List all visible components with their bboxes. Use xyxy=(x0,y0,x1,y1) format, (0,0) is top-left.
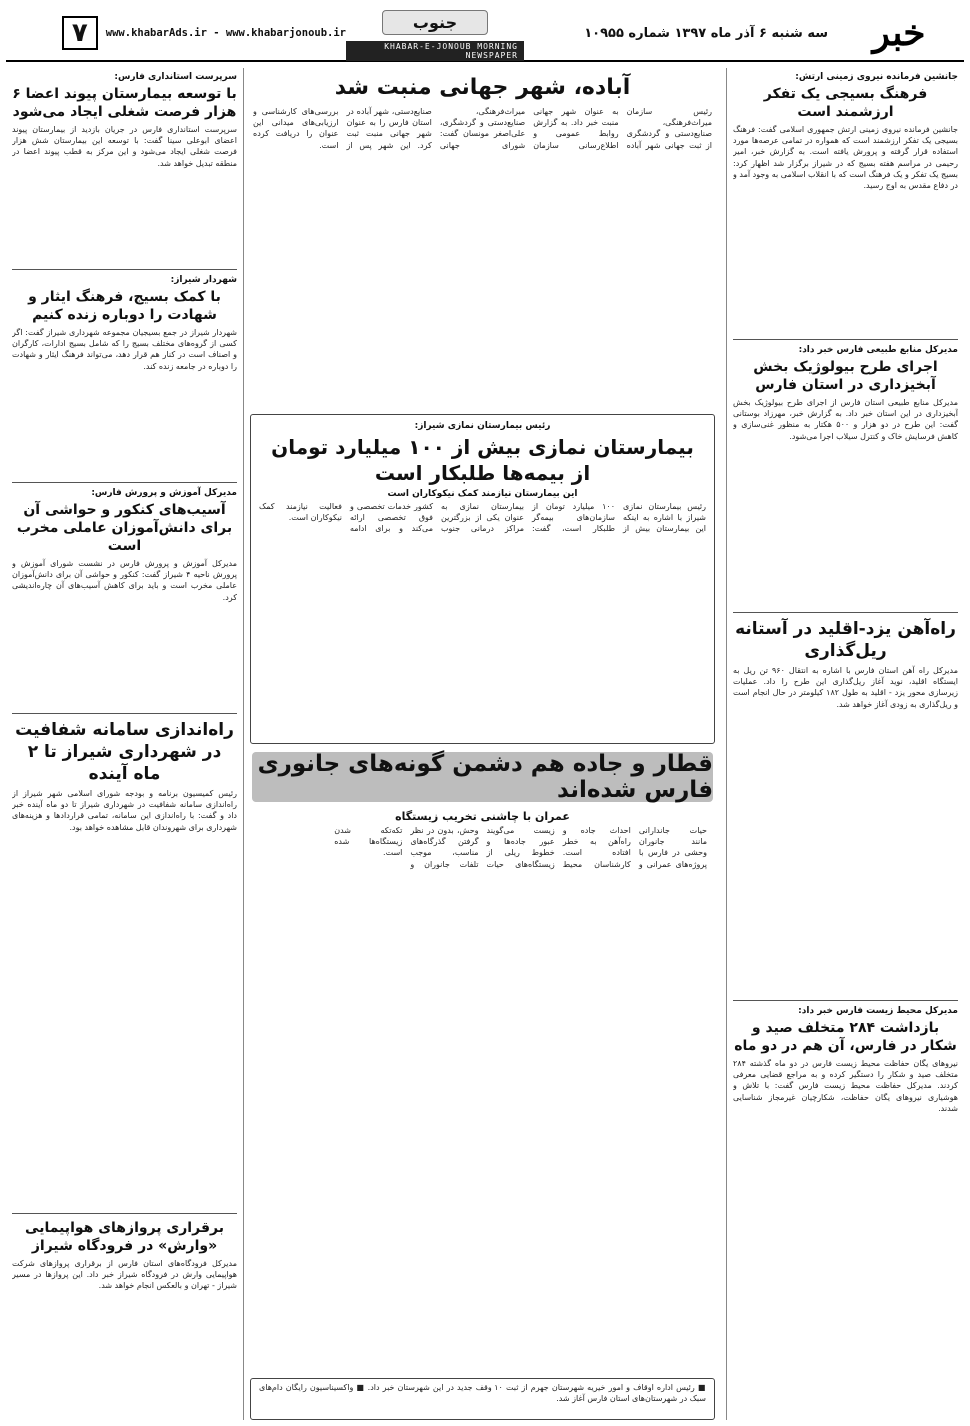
article-kicker: سرپرست استانداری فارس: xyxy=(114,72,237,82)
article-body: مدیرکل منابع طبیعی استان فارس از اجرای طرح بیولوژیک بخش آبخیزداری در این استان خبر داد. به گزارش خبر، مهرزاد بوستانی گفت: این طرح در دو هزار و ۵۰۰ هکتار به منظور غنی‌سازی و کاهش فرسایش خاک و کنترل سیلاب اجرا می‌شود. xyxy=(733,398,958,441)
article-subtitle: این بیمارستان نیازمند کمک نیکوکاران است xyxy=(387,489,578,499)
article-body: مدیرکل فرودگاه‌های استان فارس از برقراری پروازهای شرکت هواپیمایی وارش در فرودگاه شیراز خبر داد. این پروازها در مسیر شیراز - تهران و بالعکس انجام خواهد شد. xyxy=(12,1259,237,1291)
news-notes: ■ رئیس اداره اوقاف و امور خیریه شهرستان جهرم از ثبت ۱۰ وقف جدید در این شهرستان خبر داد. ■ واکسیناسیون رایگان دام‌های سبک در شهرستان‌های استان فارس آغاز شد. xyxy=(259,1383,706,1404)
left-column xyxy=(6,68,244,1420)
masthead-center xyxy=(346,6,524,60)
center-article-hospital xyxy=(250,414,715,744)
section-name: جنوب xyxy=(382,10,488,35)
center-news-notes xyxy=(250,1378,715,1420)
article-title[interactable]: راه‌اندازی سامانه شفافیت در شهرداری شیراز تا ۲ ماه آینده xyxy=(15,720,234,784)
center-article-abadeh xyxy=(245,68,720,408)
article-kicker: شهردار شیراز: xyxy=(170,275,237,285)
center-article-wildlife xyxy=(250,806,715,1372)
right-column xyxy=(726,68,964,1420)
article-body: جانشین فرمانده نیروی زمینی ارتش جمهوری اسلامی گفت: فرهنگ بسیجی یک تفکر ارزشمند است که همواره در تمامی عرصه‌ها مورد استفاده قرار گرفته و پرورش یافته است. به گزارش خبر، امیر رحیمی در مراسم هفته بسیج که در شیراز برگزار شد اظهار کرد: بسیج یک تفکر و یک فرهنگ است که با انقلاب اسلامی به وجود آمد و در دفاع مقدس به اوج رسید. xyxy=(733,125,958,191)
article-title[interactable]: آباده، شهر جهانی منبت شد xyxy=(334,75,631,100)
page-number: ۷ xyxy=(62,16,98,50)
article-title[interactable]: راه‌آهن یزد-اقلید در آستانه ریل‌گذاری xyxy=(735,619,956,661)
wildlife-headline-banner[interactable] xyxy=(252,752,713,802)
article-body: رئیس کمیسیون برنامه و بودجه شورای اسلامی شهر شیراز از راه‌اندازی سامانه شفافیت در شهرداری شیراز تا دو ماه آینده خبر داد و گفت: با راه‌اندازی این سامانه، تمامی قراردادها و هزینه‌های شهرداری برای شهروندان قابل مشاهده خواهد بود. xyxy=(12,789,237,832)
article-body: نیروهای یگان حفاظت محیط زیست فارس در دو ماه گذشته ۲۸۴ متخلف صید و شکار را دستگیر کرده و به مراجع قضایی معرفی کردند. مدیرکل حفاظت محیط زیست فارس گفت: با تلاش و هوشیاری نیروهای یگان حفاظت، شکارچیان غیرمجاز شناسایی شدند. xyxy=(733,1059,958,1113)
article-body: سرپرست استانداری فارس در جریان بازدید از بیمارستان پیوند اعضای ابوعلی سینا گفت: با توسعه این بیمارستان شش هزار فرصت شغلی ایجاد می‌شود و این مرکز به قطب پیوند اعضا در منطقه تبدیل خواهد شد. xyxy=(12,125,237,168)
newspaper-logo: خبر xyxy=(872,12,926,54)
article-kicker: مدیرکل آموزش و پرورش فارس: xyxy=(91,488,237,498)
article-body: مدیرکل راه آهن استان فارس با اشاره به انتقال ۹۶۰ تن ریل به ایستگاه اقلید، نوید آغاز ریل‌گذاری این طرح را داد. عملیات زیرسازی محور یزد - اقلید به طول ۱۸۲ کیلومتر در حال انجام است و ریل‌گذاری به زودی آغاز خواهد شد. xyxy=(733,666,958,709)
article-title: قطار و جاده هم دشمن گونه‌های جانوری فارس شده‌اند xyxy=(257,751,713,803)
article-title[interactable]: با توسعه بیمارستان پیوند اعضا ۶ هزار فرصت شغلی ایجاد می‌شود xyxy=(12,86,237,120)
masthead-links xyxy=(6,6,346,60)
article-body: رئیس بیمارستان نمازی شیراز با اشاره به اینکه این بیمارستان بیش از ۱۰۰ میلیارد تومان از سازمان‌های بیمه‌گر طلبکار است، گفت: بیمارستان نمازی به عنوان یکی از بزرگترین مراکز درمانی جنوب کشور خدمات تخصصی و فوق تخصصی ارائه می‌کند و برای ادامه فعالیت نیازمند کمک نیکوکاران است. xyxy=(259,502,706,534)
article-title[interactable]: اجرای طرح بیولوژیک بخش آبخیزداری در استان فارس xyxy=(753,359,938,393)
article-kicker: جانشین فرمانده نیروی زمینی ارتش: xyxy=(795,72,958,82)
article-title[interactable]: بیمارستان نمازی بیش از ۱۰۰ میلیارد تومان از بیمه‌ها طلبکار است xyxy=(271,435,694,485)
article-title[interactable]: فرهنگ بسیجی یک تفکر ارزشمند است xyxy=(763,86,928,120)
article-title[interactable]: بازداشت ۲۸۴ متخلف صید و شکار در فارس، آن هم در دو ماه xyxy=(734,1020,957,1054)
website-urls[interactable]: www.khabarAds.ir - www.khabarjonoub.ir xyxy=(105,27,346,39)
masthead xyxy=(6,6,964,62)
article-title[interactable]: با کمک بسیج، فرهنگ ایثار و شهادت را دوباره زنده کنیم xyxy=(28,289,221,323)
article-subtitle: عمران با چاشنی تخریب زیستگاه xyxy=(395,810,570,823)
masthead-date-block xyxy=(524,6,834,60)
english-name: KHABAR-E-JONOUB MORNING NEWSPAPER xyxy=(346,41,524,61)
article-title[interactable]: برقراری پروازهای هواپیمایی «وارش» در فرودگاه شیراز xyxy=(25,1220,224,1254)
article-kicker: رئیس بیمارستان نمازی شیراز: xyxy=(414,421,551,431)
article-body: مدیرکل آموزش و پرورش فارس در نشست شورای آموزش و پرورش ناحیه ۴ شیراز گفت: کنکور و حواشی آن برای دانش‌آموزان عاملی مخرب است و باید برای کاهش آسیب‌های آن چاره‌اندیشی کرد. xyxy=(12,559,237,602)
article-body: شهردار شیراز در جمع بسیجیان مجموعه شهرداری شیراز گفت: اگر کسی از گروه‌های مختلف بسیج را که شامل بسیج ادارات، کارگران و اصناف است در کنار هم قرار دهد، می‌تواند فرهنگ ایثار و شهادت را دوباره در جامعه زنده کند. xyxy=(12,328,237,371)
article-kicker: مدیرکل منابع طبیعی فارس خبر داد: xyxy=(798,345,958,355)
article-body: رئیس سازمان میراث‌فرهنگی، صنایع‌دستی و گردشگری از ثبت جهانی شهر آباده به عنوان شهر جهانی منبت خبر داد. به گزارش روابط عمومی و اطلاع‌رسانی سازمان میراث‌فرهنگی، صنایع‌دستی و گردشگری، علی‌اصغر مونسان گفت: شورای جهانی صنایع‌دستی، شهر آباده در استان فارس را به عنوان شهر جهانی منبت ثبت کرد. این شهر پس از بررسی‌های کارشناسی و ارزیابی‌های میدانی این عنوان را دریافت کرده است. xyxy=(253,107,712,150)
issue-date: سه شنبه ۶ آذر ماه ۱۳۹۷ شماره ۱۰۹۵۵ xyxy=(584,25,828,41)
article-kicker: مدیرکل محیط زیست فارس خبر داد: xyxy=(798,1006,958,1016)
article-title[interactable]: آسیب‌های کنکور و حواشی آن برای دانش‌آموزان عاملی مخرب است xyxy=(16,502,233,554)
article-body: حیات جاندارانی مانند جانوران وحشی در فارس با پروژه‌های عمرانی و احداث جاده و راه‌آهن به خطر افتاده است. کارشناسان محیط زیست می‌گویند عبور جاده‌ها و خطوط ریلی از زیستگاه‌های حیات وحش، بدون در نظر گرفتن گذرگاه‌های مناسب، موجب تلفات جانوران و تکه‌تکه شدن زیستگاه‌ها شده است. xyxy=(334,826,707,869)
